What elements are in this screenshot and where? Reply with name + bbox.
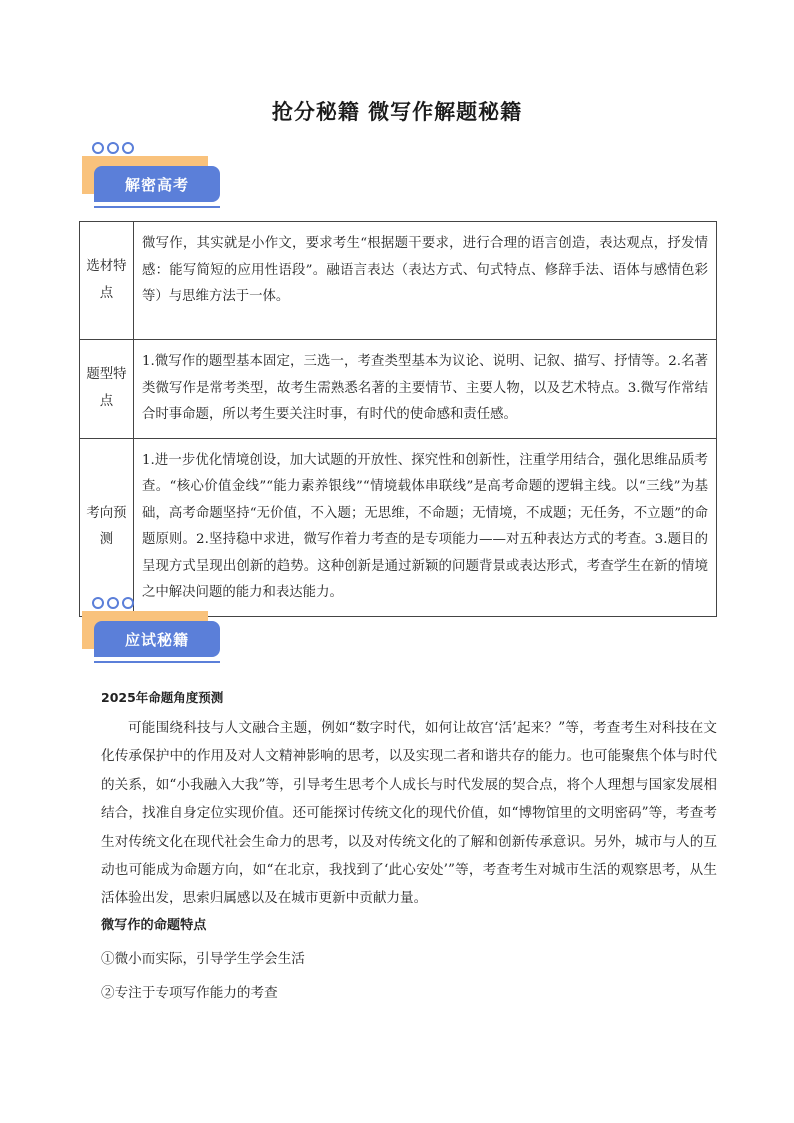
badge-label: 解密高考 — [94, 166, 220, 202]
info-table — [79, 221, 717, 617]
table-row — [80, 438, 717, 616]
row-content: 1.进一步优化情境创设，加大试题的开放性、探究性和创新性，注重学用结合，强化思维品质考查。“核心价值金线”“能力素养银线”“情境载体串联线”是高考命题的逻辑主线。以“三线”为基础，高考命题坚持“无价值，不入题；无思维，不命题；无情境，不成题；无任务，不立题”的命题原则。2.坚持稳中求进，微写作着力考查的是专项能力——对五种表达方式的考查。3.题目的呈现方式呈现出创新的趋势。这种创新是通过新颖的问题背景或表达形式，考查学生在新的情境之中解决问题的能力和表达能力。 — [134, 438, 717, 616]
page-title: 抢分秘籍 微写作解题秘籍 — [271, 100, 523, 124]
badge-underline — [94, 661, 220, 663]
section-heading: 2025年命题角度预测 — [101, 690, 224, 705]
row-label: 题型特点 — [80, 340, 134, 439]
list-item: ①微小而实际，引导学生学会生活 — [101, 951, 305, 967]
sub-heading: 微写作的命题特点 — [101, 918, 207, 933]
row-content: 微写作，其实就是小作文，要求考生“根据题干要求，进行合理的语言创造，表达观点，抒发情感：能写简短的应用性语段”。融语言表达（表达方式、句式特点、修辞手法、语体与感情色彩等）与思维方法于一体。 — [134, 222, 717, 340]
table-row — [80, 340, 717, 439]
badge-underline — [94, 206, 220, 208]
binder-rings-icon — [92, 597, 134, 609]
list-item: ②专注于专项写作能力的考查 — [101, 985, 278, 1001]
section-badge-strategy — [82, 605, 222, 667]
badge-label: 应试秘籍 — [94, 621, 220, 657]
row-label: 选材特点 — [80, 222, 134, 340]
body-paragraph: 可能围绕科技与人文融合主题，例如“数字时代，如何让故宫‘活’起来？”等，考查考生对科技在文化传承保护中的作用及对人文精神影响的思考，以及实现二者和谐共存的能力。也可能聚焦个体与时代的关系，如“小我融入大我”等，引导考生思考个人成长与时代发展的契合点，将个人理想与国家发展相结合，找准自身定位实现价值。还可能探讨传统文化的现代价值，如“博物馆里的文明密码”等，考查考生对传统文化在现代社会生命力的思考，以及对传统文化的了解和创新传承意识。另外，城市与人的互动也可能成为命题方向，如“在北京，我找到了‘此心安处’”等，考查考生对城市生活的观察思考，从生活体验出发，思索归属感以及在城市更新中贡献力量。 — [101, 720, 717, 907]
table-row — [80, 222, 717, 340]
row-label: 考向预测 — [80, 438, 134, 616]
row-content: 1.微写作的题型基本固定，三选一，考查类型基本为议论、说明、记叙、描写、抒情等。2.名著类微写作是常考类型，故考生需熟悉名著的主要情节、主要人物，以及艺术特点。3.微写作常结合时事命题，所以考生要关注时事，有时代的使命感和责任感。 — [134, 340, 717, 439]
section-badge-decode — [82, 150, 222, 212]
binder-rings-icon — [92, 142, 134, 154]
